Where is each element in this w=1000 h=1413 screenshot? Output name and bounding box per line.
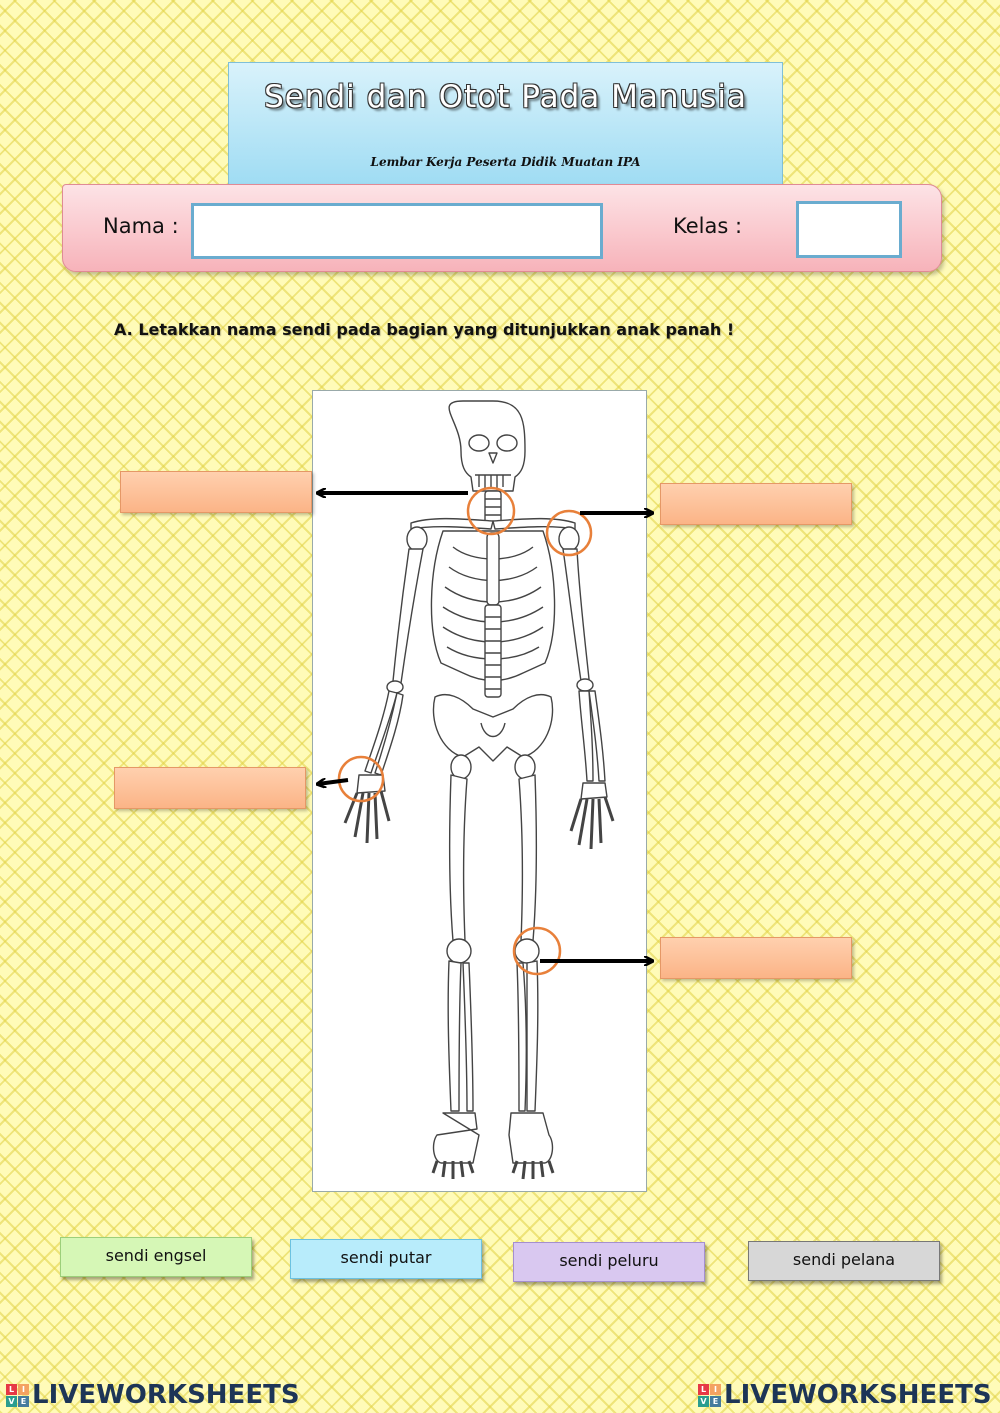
footer-logo-right (698, 1380, 992, 1410)
name-label: Nama : (103, 214, 179, 238)
answer-box-shoulder[interactable] (660, 483, 852, 525)
liveworksheets-logo-icon: L I V E (698, 1384, 721, 1407)
answer-box-wrist[interactable] (114, 767, 306, 809)
answer-box-neck[interactable] (120, 471, 312, 513)
choice-sendi-peluru[interactable]: sendi peluru (513, 1242, 705, 1282)
footer-logo-left (6, 1380, 300, 1410)
answer-box-knee[interactable] (660, 937, 852, 979)
worksheet-subtitle: Lembar Kerja Peserta Didik Muatan IPA (370, 155, 641, 169)
class-label: Kelas : (673, 214, 743, 238)
worksheet-title: Sendi dan Otot Pada Manusia (264, 79, 747, 115)
choice-sendi-pelana[interactable]: sendi pelana (748, 1241, 940, 1281)
choice-sendi-putar[interactable]: sendi putar (290, 1239, 482, 1279)
instruction-text: A. Letakkan nama sendi pada bagian yang ditunjukkan anak panah ! (114, 320, 735, 339)
liveworksheets-logo-icon: L I V E (6, 1384, 29, 1407)
wrist-arrow (318, 780, 348, 784)
footer-brand-left: LIVEWORKSHEETS (32, 1380, 300, 1410)
footer-brand-right: LIVEWORKSHEETS (724, 1380, 992, 1410)
choice-sendi-engsel[interactable]: sendi engsel (60, 1237, 252, 1277)
